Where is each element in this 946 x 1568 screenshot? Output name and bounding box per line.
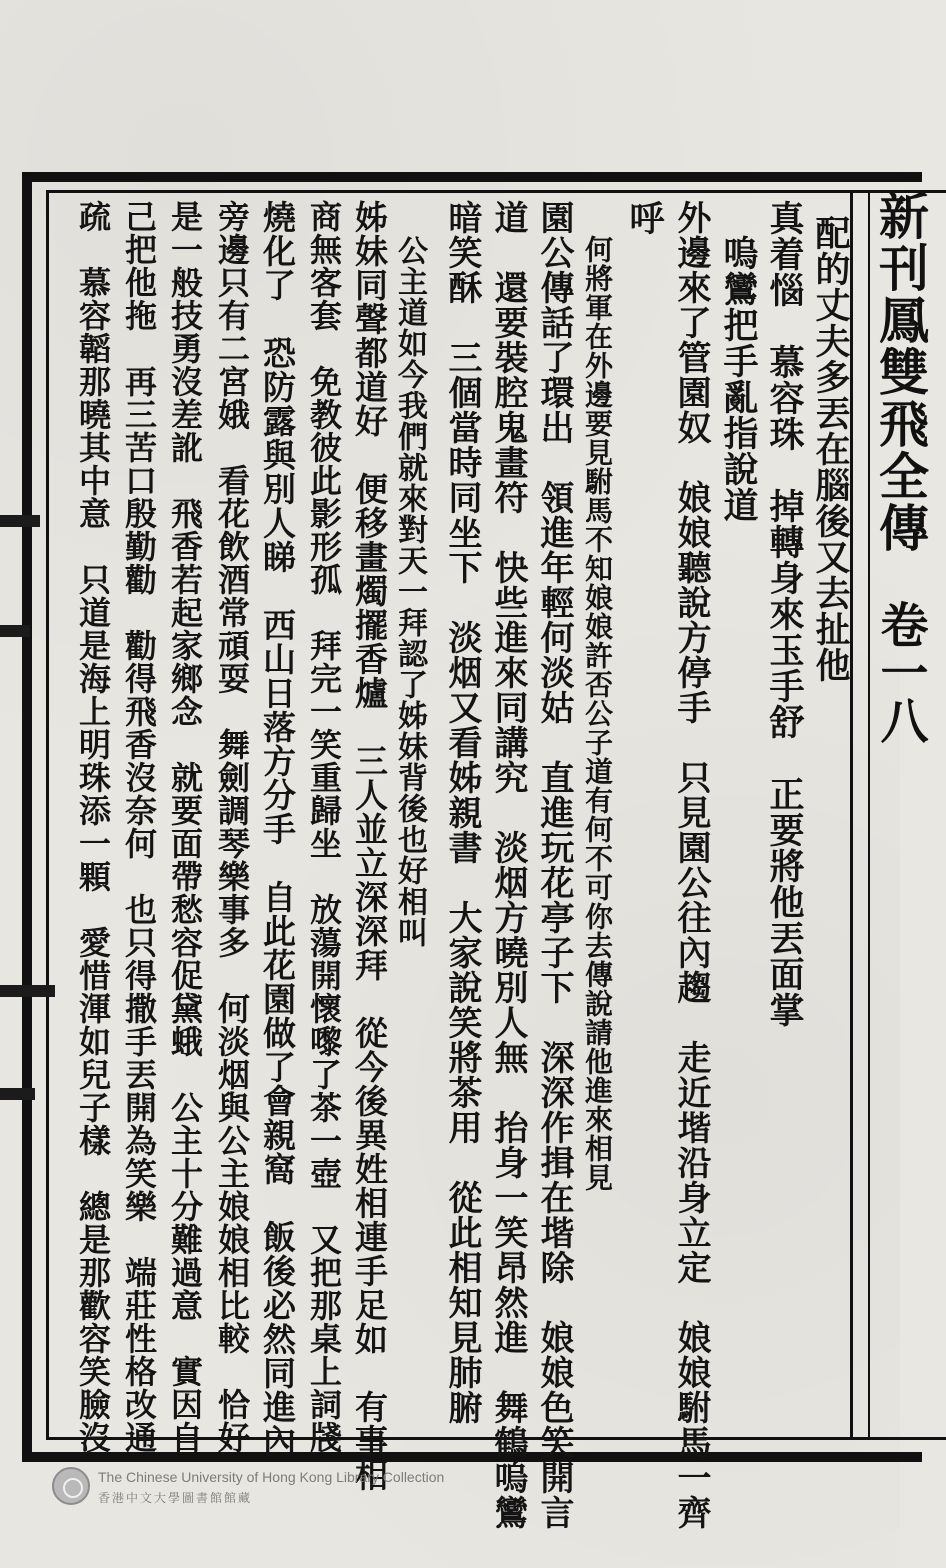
text-column: 呼 bbox=[624, 200, 665, 236]
volume-number: 卷一八 bbox=[872, 600, 928, 744]
binding-thread-mark bbox=[0, 625, 30, 637]
text-column: 是一般技勇沒差訛 飛香若起家鄉念 就要面帶愁容促黛蛾 公主十分難過意 實因自 bbox=[166, 200, 204, 1454]
text-column: 疏 慕容韜那曉其中意 只道是海上明珠添一顆 愛惜渾如兒子樣 總是那歡容笑臉沒 bbox=[74, 200, 112, 1454]
text-column: 外邊來了管園奴 娘娘聽說方停手 只見園公往內趨 走近堦沿身立定 娘娘駙馬一齊 bbox=[671, 200, 711, 1530]
binding-thread-mark bbox=[0, 515, 40, 527]
text-column: 配的丈夫多丟在腦後又去扯他 bbox=[810, 215, 851, 683]
text-column: 何將軍在外邊要見駙馬不知娘娘許否公子道有何不可你去傳說請他進來相見 bbox=[581, 235, 614, 1192]
text-column: 公主道如今我們就來對天一拜認了姊妹背後也好相叫 bbox=[392, 235, 427, 948]
text-column: 姊妹同聲都道好 便移畫燭擺香爐 三人並立深深拜 從今後異姓相連手足如 有事相 bbox=[350, 200, 389, 1492]
text-column: 燒化了 恐防露與別人睇 西山日落方分手 自此花園做了會親窩 飯後必然同進內 bbox=[258, 200, 297, 1458]
collection-watermark bbox=[52, 1465, 652, 1513]
collection-label-en: The Chinese University of Hong Kong Library Collection bbox=[98, 1469, 445, 1485]
text-column: 己把他拖 再三苦口殷勤勸 勸得飛香沒奈何 也只得撒手丟開為笑樂 端莊性格改通 bbox=[120, 200, 158, 1454]
university-seal-icon bbox=[52, 1467, 90, 1505]
text-column: 嗚鸞把手亂指說道 bbox=[718, 235, 759, 523]
text-column: 商無客套 免教彼此影形孤 拜完一笑重歸坐 放蕩開懷嚟了茶一壺 又把那桌上詞牋 bbox=[305, 200, 343, 1454]
text-column: 道 還要裝腔鬼畫符 快些進來同講究 淡烟方曉別人無 抬身一笑昂然進 舞鶴嗚鸞 bbox=[488, 200, 528, 1530]
book-title: 新刊鳳雙飛全傳 bbox=[871, 190, 930, 554]
binding-thread-mark bbox=[0, 1088, 35, 1100]
collection-label-zh: 香港中文大學圖書館館藏 bbox=[98, 1491, 253, 1505]
binding-thread-mark bbox=[0, 985, 55, 997]
text-column: 暗笑酥 三個當時同坐下 淡烟又看姊親書 大家說笑將茶用 從此相知見肺腑 bbox=[442, 200, 482, 1425]
text-column: 真着惱 慕容珠 掉轉身來玉手舒 正要將他丟面掌 bbox=[764, 200, 805, 1028]
text-column: 旁邊只有二宮娥 看花飲酒常頑耍 舞劍調琴樂事多 何淡烟與公主娘娘相比較 恰好 bbox=[213, 200, 251, 1454]
text-column: 園公傳話了環出 領進年輕何淡姑 直進玩花亭子下 深深作揖在堦除 娘娘色笑開言 bbox=[534, 200, 574, 1530]
